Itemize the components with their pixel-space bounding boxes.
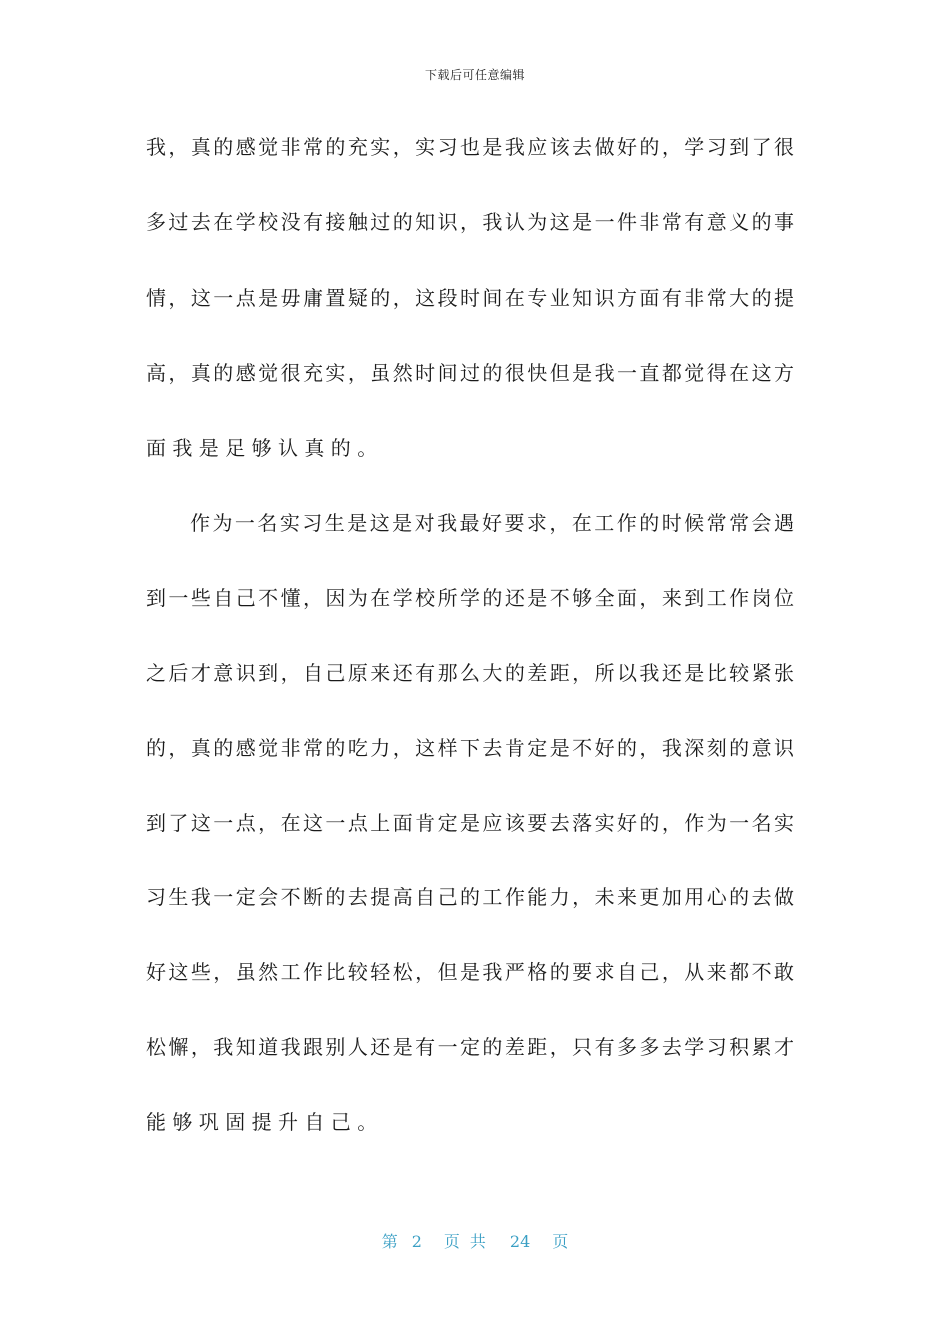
- footer-page-number: 2: [411, 1232, 422, 1251]
- paragraph-line: 的，真的感觉非常的吃力，这样下去肯定是不好的，我深刻的意识: [146, 736, 794, 760]
- paragraph-line: 我，真的感觉非常的充实，实习也是我应该去做好的，学习到了很: [146, 135, 794, 159]
- footer-total-pages: 24: [509, 1232, 531, 1251]
- paragraph-line: 高，真的感觉很充实，虽然时间过的很快但是我一直都觉得在这方: [146, 361, 794, 385]
- footer-page-suffix: 页: [552, 1232, 569, 1251]
- paragraph-line: 之后才意识到，自己原来还有那么大的差距，所以我还是比较紧张: [146, 661, 794, 685]
- paragraph-line: 到了这一点，在这一点上面肯定是应该要去落实好的，作为一名实: [146, 811, 794, 835]
- page-footer: [0, 1229, 950, 1252]
- footer-page-prefix: 第: [381, 1232, 398, 1251]
- paragraph-line: 多过去在学校没有接触过的知识，我认为这是一件非常有意义的事: [146, 210, 794, 234]
- paragraph-line: 情，这一点是毋庸置疑的，这段时间在专业知识方面有非常大的提: [146, 286, 794, 310]
- paragraph-line: 到一些自己不懂，因为在学校所学的还是不够全面，来到工作岗位: [146, 586, 794, 610]
- footer-page-middle: 页共: [443, 1232, 496, 1251]
- paragraph-line: 习生我一定会不断的去提高自己的工作能力，未来更加用心的去做: [146, 885, 794, 909]
- paragraph-line: 作为一名实习生是这是对我最好要求，在工作的时候常常会遇: [190, 511, 794, 535]
- paragraph-line: 松懈，我知道我跟别人还是有一定的差距，只有多多去学习积累才: [146, 1035, 794, 1059]
- paragraph-line: 面我是足够认真的。: [146, 436, 384, 460]
- paragraph-line: 好这些，虽然工作比较轻松，但是我严格的要求自己，从来都不敢: [146, 960, 794, 984]
- paragraph-line: 能够巩固提升自己。: [146, 1110, 384, 1134]
- header-note: 下载后可任意编辑: [424, 68, 525, 82]
